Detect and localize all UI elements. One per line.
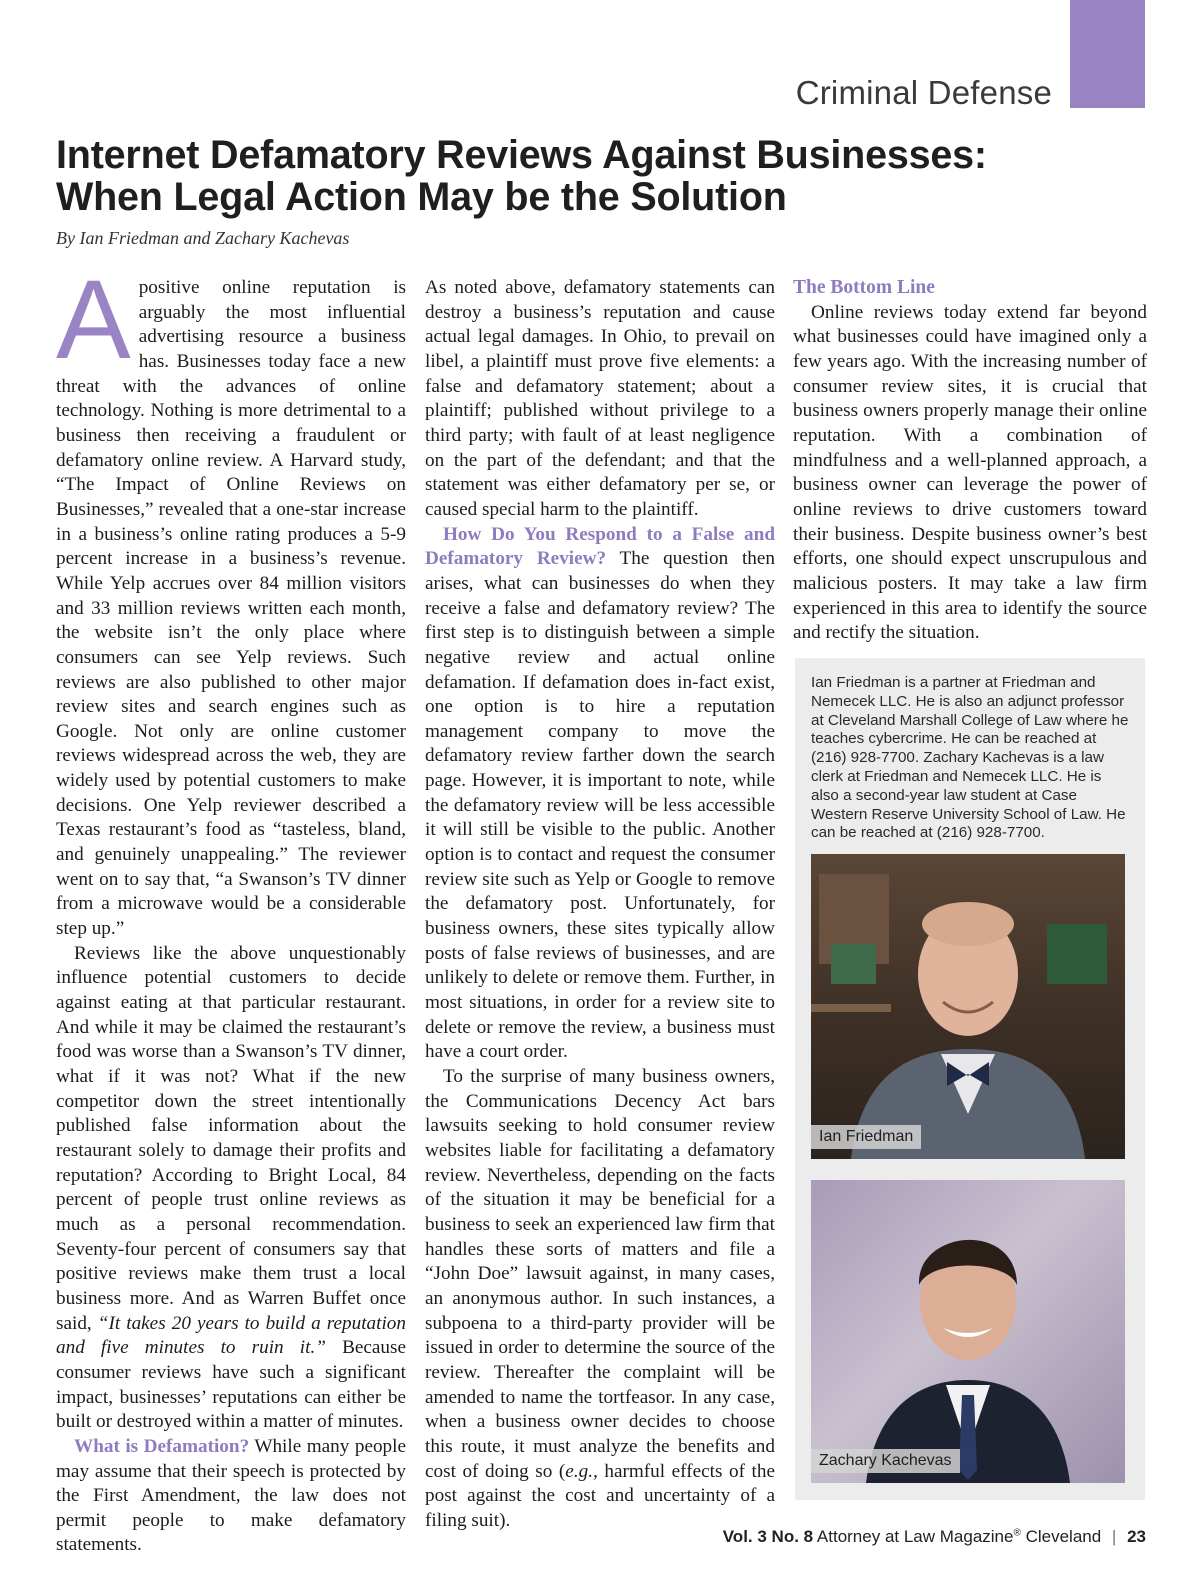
page-footer [723, 1527, 1146, 1547]
footer-city: Cleveland [1025, 1527, 1102, 1546]
eg-abbrev: e.g., [565, 1460, 598, 1482]
author-bio: Ian Friedman is a partner at Friedman and Nemecek LLC. He is also an adjunct professor at Cleveland Marshall College of Law where he teaches cybercrime. He can be reached at (216) 928-7700. Zachary Kachevas is a law clerk at Friedman and Nemecek LLC. He is also a second-year law student at Case Western Reserve University School of Law. He can be reached at (216) 928-7700. [811, 674, 1129, 842]
paragraph [56, 1435, 406, 1558]
shelf [811, 1004, 891, 1012]
subhead-bottom-line: The Bottom Line [793, 277, 935, 298]
paragraph-text: Reviews like the above unquestionably influence potential customers to decide against eating at that particular restaurant. And while it may be claimed the restaurant’s food was worse than a Swanson’s TV dinner, what if it was not? What if the new competitor down the street intentionally published false information about the restaurant solely to damage their profits and reputation? According to Bright Local, 84 percent of people trust online reviews as much as a personal recommendation. Seventy-four percent of consumers say that positive reviews make them trust a local business more. And as Warren Buffet once said, [56, 942, 406, 1334]
photo-caption: Ian Friedman [811, 1125, 921, 1149]
paragraph-text: positive online reputation is arguably the most influential advertising resource a business has. Businesses today face a new threat with the advances of online technology. Nothing is more detrimental to a business then receiving a fraudulent or defamatory online review. A Harvard study, “The Impact of Online Reviews on Businesses,” revealed that a one-star increase in a business’s online rating produces a 5-9 percent increase in a business’s revenue. While Yelp accrues over 84 million visitors and 33 million reviews written each month, the website isn’t the only place where consumers can see Yelp reviews. Such reviews are also published to other major review sites and search engines such as Google. Not only are online customer reviews widespread across the web, they are widely used by potential customers to make decisions. One Yelp reviewer described a Texas restaurant’s food as “tasteless, bland, and genuinely unappealing.” The reviewer went on to say that, “a Swanson’s TV dinner from a microwave would be a considerable step up.” [56, 277, 406, 940]
paragraph-text: While many people may assume that their speech is protected by the First Amendment, the law does not permit people to make defamatory statements. [56, 1435, 406, 1556]
author-photo-ian-friedman [811, 854, 1125, 1159]
byline: By Ian Friedman and Zachary Kachevas [56, 228, 350, 248]
paragraph [793, 301, 1147, 646]
registered-mark: ® [1013, 1527, 1021, 1539]
paragraph-text: As noted above, defamatory statements can destroy a business’s reputation and cause actual legal damages. In Ohio, to prevail on libel, a plaintiff must prove five elements: a false and defamatory statement; about a plaintiff; published without privilege to a third party; with fault of at least negligence on the part of the defendant; and that the statement was either defamatory per se, or caused special harm to the plaintiff. [425, 277, 775, 520]
runin-heading-defamation: What is Defamation? [74, 1435, 250, 1457]
paragraph [425, 1065, 775, 1533]
page-number: 23 [1127, 1527, 1146, 1546]
section-label: Criminal Defense [795, 74, 1052, 111]
portrait-illustration [811, 1180, 1125, 1483]
paragraph-text: Online reviews today extend far beyond what businesses could have imagined only a few years ago. With the increasing number of consumer review sites, it is crucial that business owners properly manage their online reputation. With a combination of mindfulness and a well-planned approach, a business owner can leverage the power of online reviews to drive customers toward their business. Despite business owner’s best efforts, one should expect unscrupulous and malicious posters. It may take a law firm experienced in this area to identify the source and rectify the situation. [793, 301, 1147, 644]
article-column-2 [425, 276, 775, 1533]
article-column-1 [56, 257, 406, 1558]
author-bio-box [795, 658, 1145, 1500]
picture-frame [1047, 924, 1107, 984]
article-title [56, 134, 1096, 218]
footer-volume: Vol. 3 No. 8 [722, 1527, 814, 1546]
paragraph-text: Because consumer reviews have such a significant impact, businesses’ reputations can either be built or destroyed within a matter of minutes. [56, 1337, 406, 1433]
paragraph [425, 276, 775, 523]
footer-separator: | [1111, 1527, 1117, 1546]
paragraph [56, 257, 406, 942]
portrait-illustration [811, 854, 1125, 1159]
head [922, 902, 1014, 946]
drop-cap: A [56, 257, 131, 382]
paragraph-text: The question then arises, what can businesses do when they receive a false and defamatory review? The first step is to distinguish between a simple negative review and actual online defamation. If defamation does in-fact exist, one option is to hire a reputation management company to move the defamatory review farther down the search page. However, it is important to note, while the defamatory review will be less accessible it will still be visible to the public. Another option is to contact and request the consumer review site such as Yelp or Google to remove the defamatory post. Unfortunately, for business owners, these sites typically allow posts of false reviews of businesses, and are unlikely to delete or remove them. Further, in most situations, in order for a review site to delete or remove the review, a business must have a court order. [425, 548, 775, 1063]
tie [959, 1395, 977, 1480]
buffet-quote: “It takes 20 years to build a reputation and five minutes to ruin it.” [56, 1312, 406, 1359]
footer-magazine: Attorney at Law Magazine [816, 1527, 1014, 1546]
picture-frame [831, 944, 876, 984]
author-photo-zachary-kachevas [811, 1180, 1125, 1483]
title-line-1: Internet Defamatory Reviews Against Businesses: [56, 133, 987, 177]
paragraph-text: harmful effects of the post against the cost and uncertainty of a filing suit). [425, 1460, 775, 1531]
photo-caption: Zachary Kachevas [811, 1449, 960, 1473]
section-accent-block [1070, 0, 1145, 108]
title-line-2: When Legal Action May be the Solution [56, 175, 787, 219]
runin-heading-respond: How Do You Respond to a False and Defamatory Review? [425, 523, 775, 570]
article-column-3 [793, 276, 1147, 646]
paragraph [56, 942, 406, 1435]
paragraph-text: To the surprise of many business owners, the Communications Decency Act bars lawsuits seeking to hold consumer review websites liable for facilitating a defamatory review. Nevertheless, depending on the facts of the situation it may be beneficial for a business to seek an experienced law firm that handles these sorts of matters and file a “John Doe” lawsuit against, in many cases, an anonymous author. In such instances, a subpoena to a third-party provider will be issued in order to determine the source of the review. Thereafter the complaint will be amended to name the tortfeasor. In any case, when a business owner decides to choose this route, it must analyze the benefits and cost of doing so ( [425, 1066, 775, 1482]
paragraph [425, 523, 775, 1065]
